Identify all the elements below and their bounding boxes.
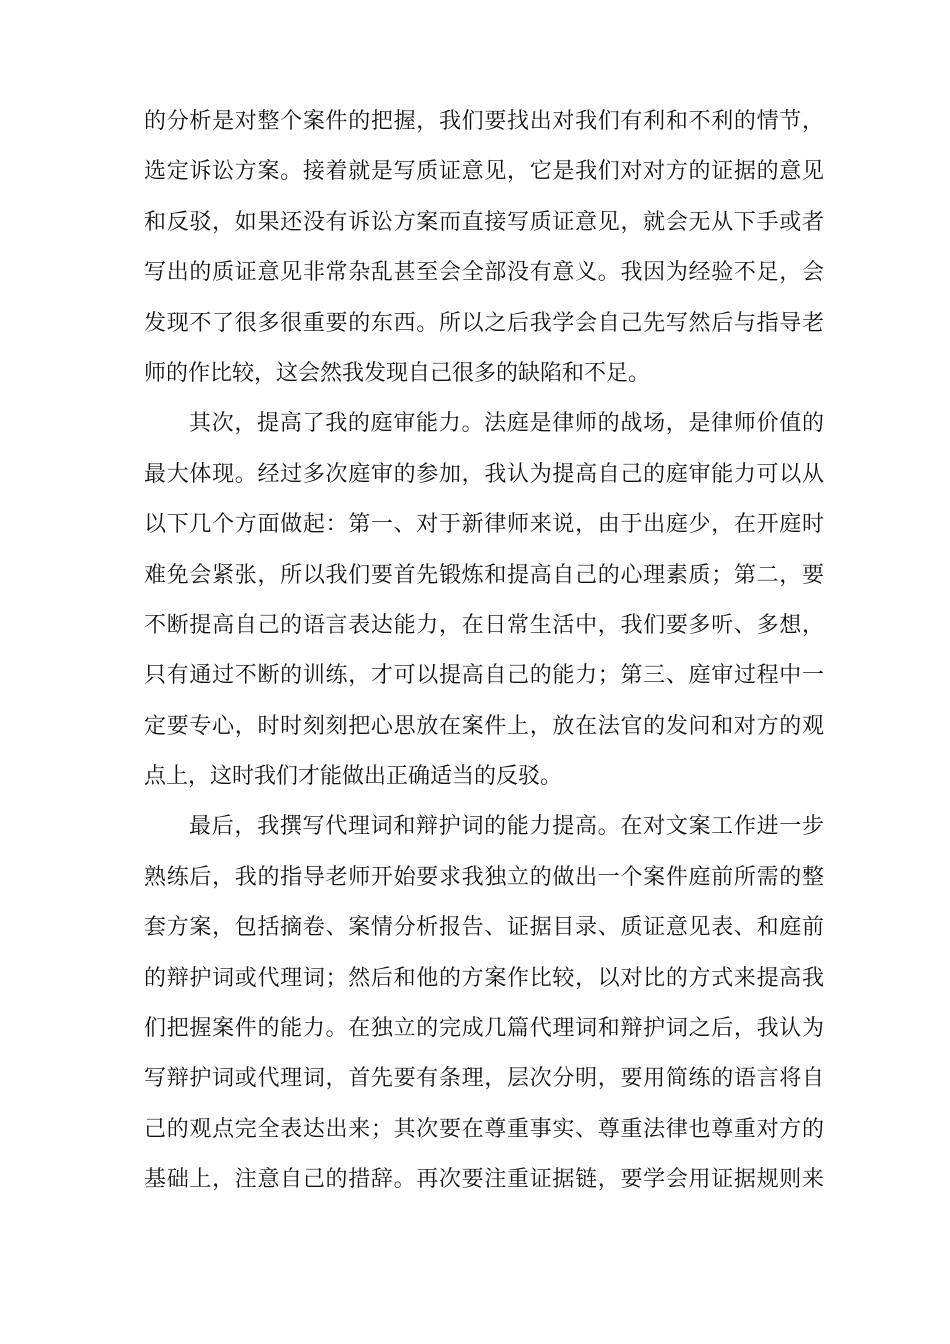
text-line: 们把握案件的能力。在独立的完成几篇代理词和辩护词之后，我认为 [144,1016,824,1042]
text-line: 基础上，注意自己的措辞。再次要注重证据链，要学会用证据规则来 [144,1167,824,1193]
text-line: 熟练后，我的指导老师开始要求我独立的做出一个案件庭前所需的整 [144,864,824,890]
text-line: 最大体现。经过多次庭审的参加，我认为提高自己的庭审能力可以从 [144,461,824,487]
text-line: 以下几个方面做起：第一、对于新律师来说，由于出庭少，在开庭时 [144,512,824,538]
text-line: 点上，这时我们才能做出正确适当的反驳。 [144,764,563,790]
text-line: 最后，我撰写代理词和辩护词的能力提高。在对文案工作进一步 [189,814,824,840]
text-line: 己的观点完全表达出来；其次要在尊重事实、尊重法律也尊重对方的 [144,1116,824,1142]
text-line: 和反驳，如果还没有诉讼方案而直接写质证意见，就会无从下手或者 [144,209,824,235]
text-line: 难免会紧张，所以我们要首先锻炼和提高自己的心理素质；第二，要 [144,562,824,588]
paragraph [144,802,824,1205]
text-line: 师的作比较，这会然我发现自己很多的缺陷和不足。 [144,360,651,386]
text-line: 写辩护词或代理词，首先要有条理，层次分明，要用简练的语言将自 [144,1066,824,1092]
text-line: 写出的质证意见非常杂乱甚至会全部没有意义。我因为经验不足，会 [144,260,824,286]
text-line: 的辩护词或代理词；然后和他的方案作比较，以对比的方式来提高我 [144,965,824,991]
paragraph [144,97,824,399]
text-line: 不断提高自己的语言表达能力，在日常生活中，我们要多听、多想， [144,612,824,638]
text-line: 其次，提高了我的庭审能力。法庭是律师的战场，是律师价值的 [189,411,824,437]
text-line: 选定诉讼方案。接着就是写质证意见，它是我们对对方的证据的意见 [144,159,824,185]
document-body [144,97,824,1206]
text-line: 套方案，包括摘卷、案情分析报告、证据目录、质证意见表、和庭前 [144,915,824,941]
text-line: 发现不了很多很重要的东西。所以之后我学会自己先写然后与指导老 [144,310,824,336]
paragraph [144,399,824,802]
text-line: 定要专心，时时刻刻把心思放在案件上，放在法官的发问和对方的观 [144,713,824,739]
text-line: 只有通过不断的训练，才可以提高自己的能力；第三、庭审过程中一 [144,663,824,689]
text-line: 的分析是对整个案件的把握，我们要找出对我们有利和不利的情节， [144,109,824,134]
